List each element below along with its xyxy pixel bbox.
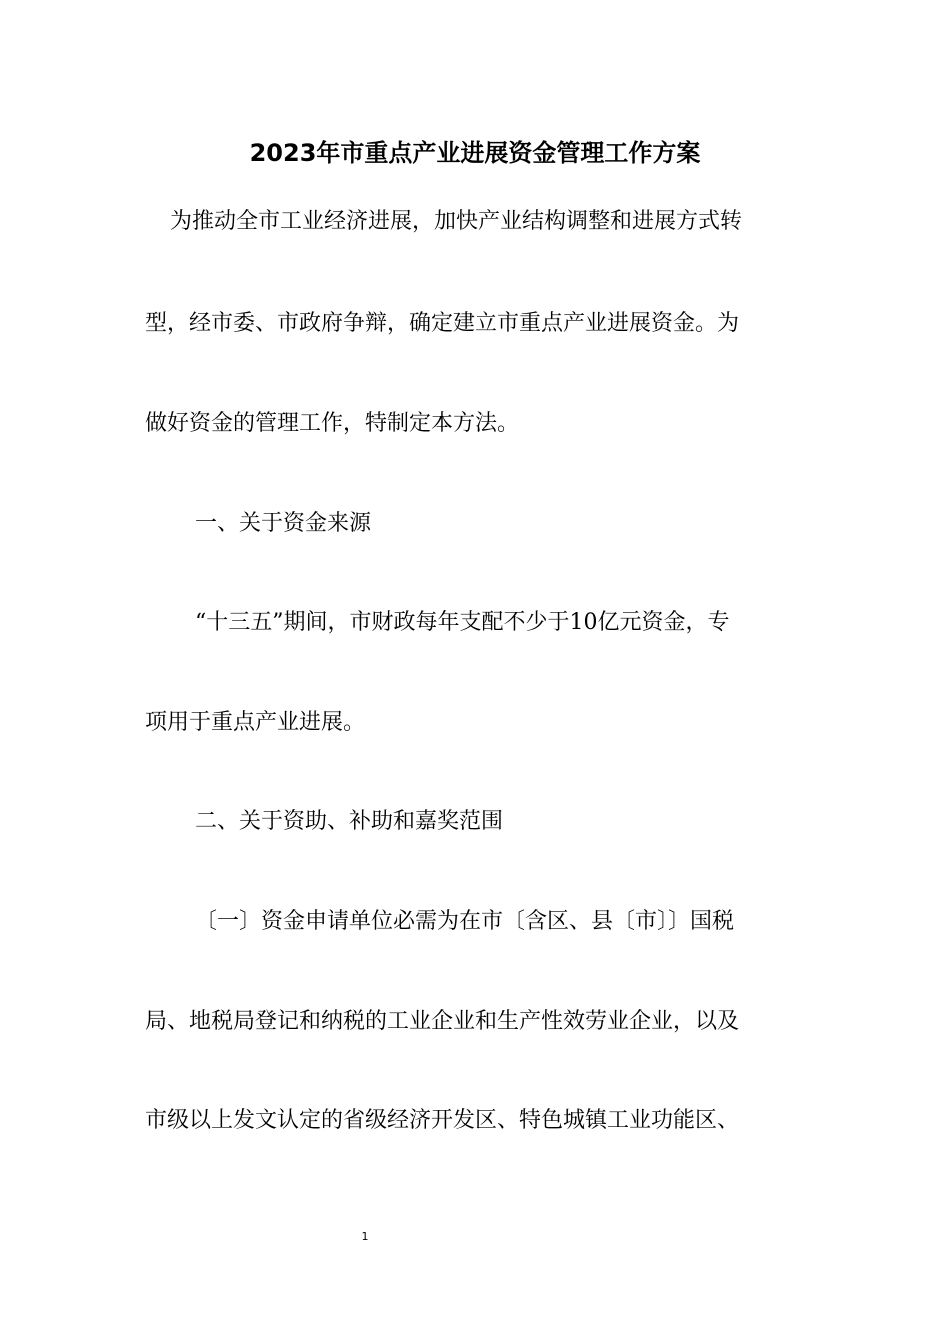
- document-title: 2023年市重点产业进展资金管理工作方案: [249, 139, 701, 167]
- paragraph-line: 做好资金的管理工作，特制定本方法。: [145, 411, 520, 436]
- paragraph-line: 局、地税局登记和纳税的工业企业和生产性效劳业企业，以及: [145, 1009, 740, 1034]
- page-number: 1: [361, 1230, 369, 1243]
- paragraph-line: 市级以上发文认定的省级经济开发区、特色城镇工业功能区、: [145, 1108, 740, 1133]
- paragraph-line: 为推动全市工业经济进展，加快产业结构调整和进展方式转: [170, 209, 743, 234]
- paragraph-line: 项用于重点产业进展。: [145, 710, 366, 735]
- paragraph-line: 〔一〕资金申请单位必需为在市〔含区、县〔市〕〕国税: [195, 909, 735, 934]
- paragraph-line: 型，经市委、市政府争辩，确定建立市重点产业进展资金。为: [145, 311, 740, 336]
- section-heading: 二、关于资助、补助和嘉奖范围: [195, 809, 504, 834]
- paragraph-line: “十三五”期间，市财政每年支配不少于10亿元资金，专: [195, 610, 730, 635]
- section-heading: 一、关于资金来源: [195, 511, 372, 536]
